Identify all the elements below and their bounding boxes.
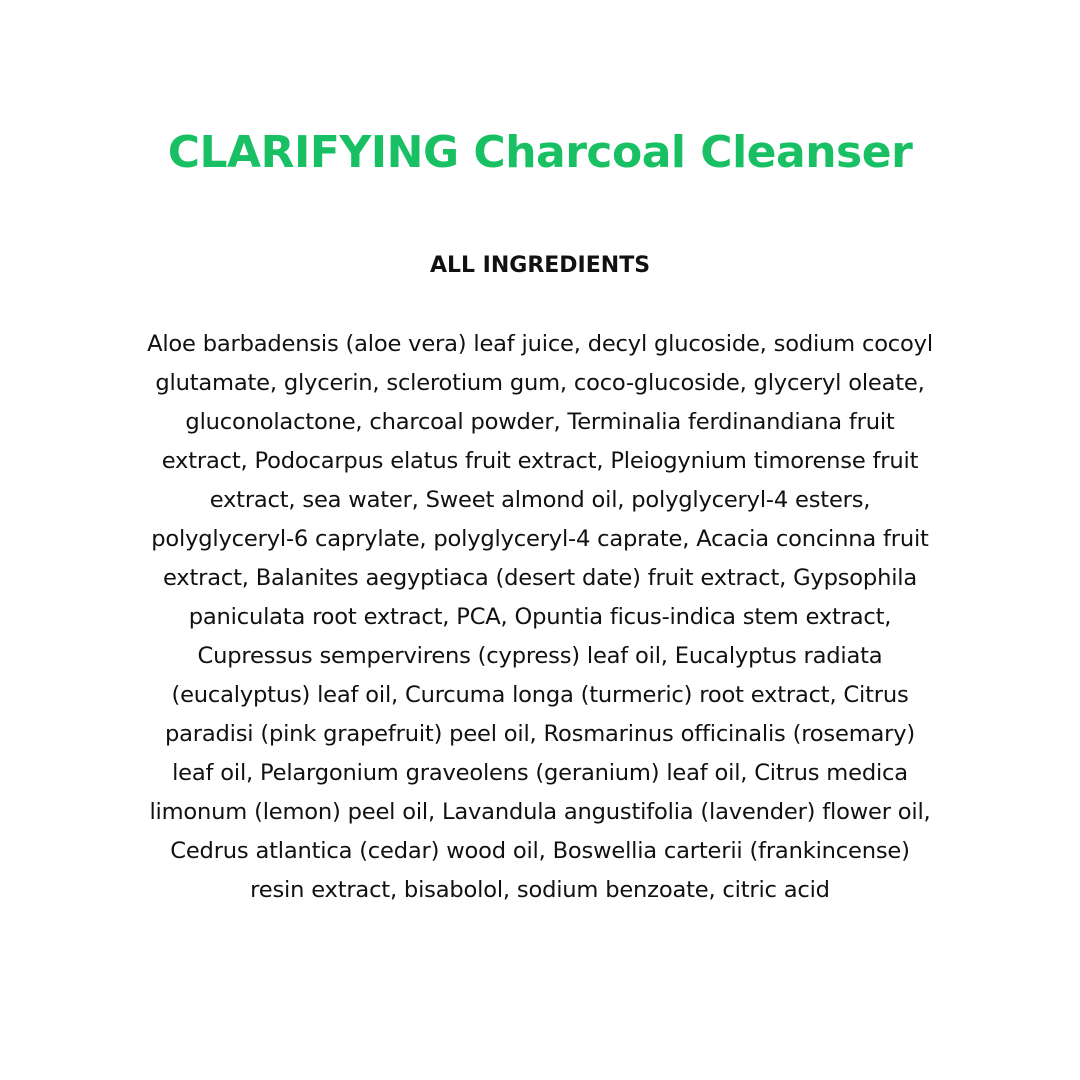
ingredients-line: Aloe barbadensis (aloe vera) leaf juice, decyl glucoside, sodium cocoyl (147, 331, 933, 357)
ingredients-line: gluconolactone, charcoal powder, Terminalia ferdinandiana fruit (185, 409, 895, 435)
product-title: CLARIFYING Charcoal Cleanser (167, 127, 913, 178)
ingredients-line: glutamate, glycerin, sclerotium gum, coco-glucoside, glyceryl oleate, (155, 370, 925, 396)
ingredients-line: leaf oil, Pelargonium graveolens (geranium) leaf oil, Citrus medica (172, 760, 908, 786)
ingredients-line: extract, Balanites aegyptiaca (desert date) fruit extract, Gypsophila (163, 565, 917, 591)
ingredients-line: Cupressus sempervirens (cypress) leaf oil, Eucalyptus radiata (197, 643, 883, 669)
ingredients-line: Cedrus atlantica (cedar) wood oil, Boswellia carterii (frankincense) (170, 838, 910, 864)
ingredients-line: (eucalyptus) leaf oil, Curcuma longa (turmeric) root extract, Citrus (171, 682, 909, 708)
ingredients-line: polyglyceryl-6 caprylate, polyglyceryl-4 caprate, Acacia concinna fruit (151, 526, 929, 552)
ingredients-heading: ALL INGREDIENTS (429, 253, 651, 278)
ingredients-line: limonum (lemon) peel oil, Lavandula angustifolia (lavender) flower oil, (149, 799, 931, 825)
ingredients-line: paniculata root extract, PCA, Opuntia ficus-indica stem extract, (188, 604, 892, 630)
ingredients-list (90, 325, 990, 910)
ingredients-line: extract, Podocarpus elatus fruit extract, Pleiogynium timorense fruit (161, 448, 919, 474)
ingredients-line: extract, sea water, Sweet almond oil, polyglyceryl-4 esters, (209, 487, 871, 513)
ingredients-line: resin extract, bisabolol, sodium benzoate, citric acid (250, 877, 830, 903)
ingredients-line: paradisi (pink grapefruit) peel oil, Rosmarinus officinalis (rosemary) (164, 721, 916, 747)
